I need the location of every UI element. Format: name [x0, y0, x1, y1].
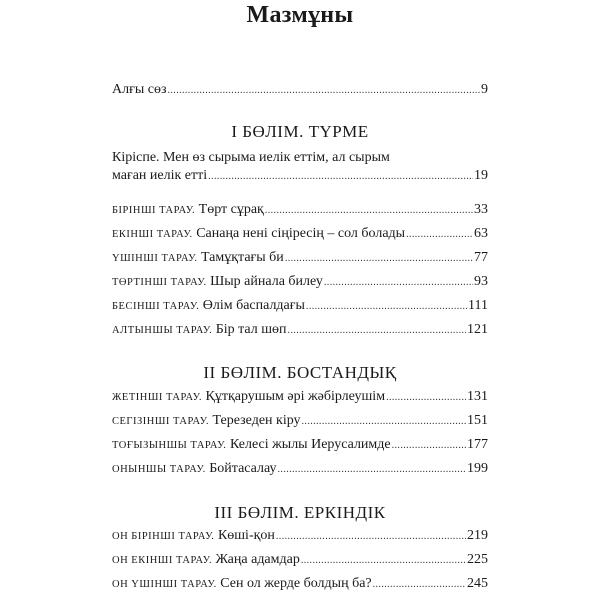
page-number: 33 — [474, 202, 488, 217]
section-title-3: III БӨЛІМ. ЕРКІНДІК — [214, 503, 386, 522]
chapter-label: ТОҒЫЗЫНШЫ ТАРАУ. — [112, 440, 227, 451]
page-number: 151 — [467, 413, 488, 428]
page-number: 63 — [474, 226, 488, 241]
chapter-label: ОНЫНШЫ ТАРАУ. — [112, 464, 206, 475]
chapter-title: Құтқарушым әрі жәбірлеушім — [205, 389, 386, 404]
dot-leader — [324, 274, 473, 292]
toc-entry — [112, 460, 488, 479]
page-number: 19 — [474, 168, 488, 183]
dot-leader — [386, 389, 466, 407]
toc-entry-preface — [112, 81, 488, 100]
chapter-label: ЖЕТІНШІ ТАРАУ. — [112, 392, 203, 403]
chapter-title: Өлім баспалдағы — [202, 298, 305, 313]
chapter-title: Көші-қон — [217, 528, 275, 543]
toc-entry — [112, 297, 488, 316]
section-title-1: I БӨЛІМ. ТҮРМЕ — [231, 122, 369, 141]
chapter-title: Жаңа адамдар — [215, 552, 300, 567]
chapter-label: ОН ЕКІНШІ ТАРАУ. — [112, 555, 212, 566]
chapter-label: СЕГІЗІНШІ ТАРАУ. — [112, 416, 210, 427]
section-title-2: II БӨЛІМ. БОСТАНДЫҚ — [203, 363, 397, 382]
dot-leader — [373, 576, 466, 594]
intro-title-line2: маған иелік етті — [112, 168, 208, 183]
dot-leader — [208, 168, 473, 186]
chapter-title: Бір тал шөп — [215, 322, 287, 337]
chapter-label: АЛТЫНШЫ ТАРАУ. — [112, 325, 213, 336]
chapter-label: ОН БІРІНШІ ТАРАУ. — [112, 531, 215, 542]
toc-entry — [112, 225, 488, 244]
dot-leader — [302, 413, 466, 431]
toc-entry — [112, 527, 488, 546]
toc-entry — [112, 273, 488, 292]
page-number: 93 — [474, 274, 488, 289]
page-number: 177 — [467, 437, 488, 452]
page-number: 225 — [467, 552, 488, 567]
dot-leader — [265, 202, 473, 220]
dot-leader — [406, 226, 473, 244]
chapter-title: Сен ол жерде болдың ба? — [220, 576, 372, 591]
intro-title-line1: Кіріспе. Мен өз сырыма иелік еттім, ал сырым — [112, 150, 390, 165]
page-number: 219 — [467, 528, 488, 543]
chapter-label: БІРІНШІ ТАРАУ. — [112, 205, 196, 216]
page-number: 199 — [467, 461, 488, 476]
chapter-title: Шыр айнала билеу — [210, 274, 323, 289]
chapter-title: Тамұқтағы би — [200, 250, 284, 265]
page-title: Мазмұны — [246, 2, 354, 28]
chapter-label: БЕСІНШІ ТАРАУ. — [112, 301, 200, 312]
chapter-title: Төрт сұрақ — [198, 202, 264, 217]
dot-leader — [285, 250, 473, 268]
dot-leader — [276, 528, 466, 546]
toc-entry — [112, 436, 488, 455]
toc-entry-intro — [112, 167, 488, 186]
toc-entry — [112, 249, 488, 268]
page-number: 9 — [481, 82, 488, 97]
toc-entry — [112, 321, 488, 340]
toc-entry — [112, 412, 488, 431]
chapter-title: Бойтасалау — [209, 461, 277, 476]
chapter-label: ОН ҮШІНШІ ТАРАУ. — [112, 579, 217, 590]
dot-leader — [168, 82, 481, 100]
toc-page — [112, 0, 488, 600]
chapter-label: ТӨРТІНШІ ТАРАУ. — [112, 277, 207, 288]
dot-leader — [306, 298, 467, 316]
page-number: 245 — [467, 576, 488, 591]
page-number: 111 — [468, 298, 488, 313]
chapter-title: Терезеден кіру — [212, 413, 301, 428]
page-number: 77 — [474, 250, 488, 265]
dot-leader — [288, 322, 466, 340]
chapter-label: ЕКІНШІ ТАРАУ. — [112, 229, 193, 240]
toc-entry — [112, 201, 488, 220]
page-number: 121 — [467, 322, 488, 337]
dot-leader — [301, 552, 466, 570]
dot-leader — [392, 437, 466, 455]
entry-label: Алғы сөз — [112, 82, 167, 97]
chapter-title: Санаңа нені сіңіресің – сол болады — [196, 226, 406, 241]
page-number: 131 — [467, 389, 488, 404]
toc-entry — [112, 388, 488, 407]
chapter-title: Келесі жылы Иерусалимде — [229, 437, 391, 452]
toc-entry — [112, 575, 488, 594]
toc-entry — [112, 551, 488, 570]
dot-leader — [278, 461, 466, 479]
chapter-label: ҮШІНШІ ТАРАУ. — [112, 253, 198, 264]
